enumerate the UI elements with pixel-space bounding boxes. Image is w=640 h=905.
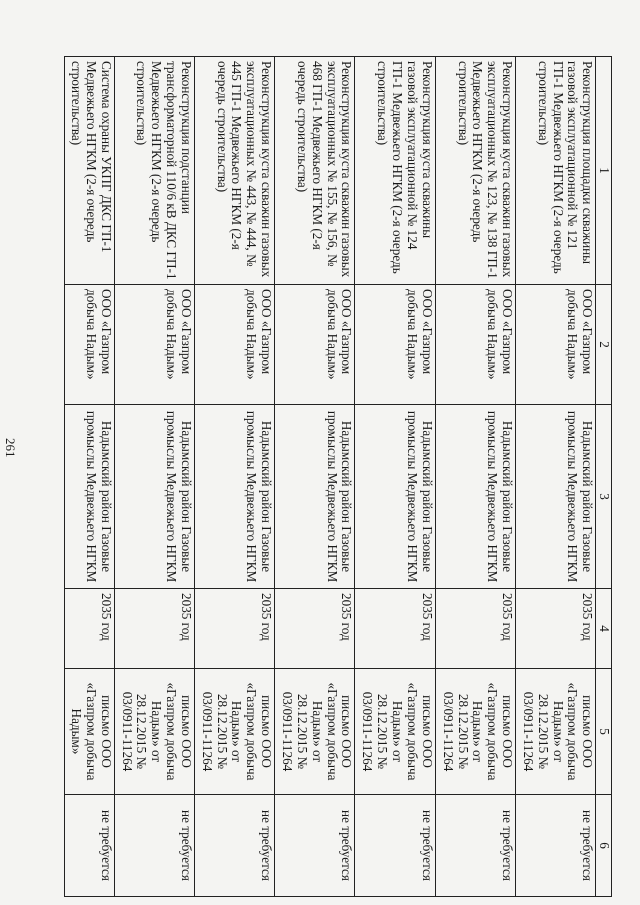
cell-basis: письмо ООО «Газпром добыча Надым» от 28.12.2015 № 03/0911-11264 <box>275 669 355 795</box>
cell-location: Надымский район Газовые промыслы Медвежьего НГКМ <box>114 405 194 589</box>
cell-basis: письмо ООО «Газпром добыча Надым» от 28.12.2015 № 03/0911-11264 <box>355 669 435 795</box>
cell-object-name: Реконструкция куста скважин газовых эксплуатационных № 443, № 444, № 445 ГП-1 Медвежьего НГКМ (2-я очередь строительства) <box>194 57 274 285</box>
cell-location: Надымский район Газовые промыслы Медвежьего НГКМ <box>435 405 515 589</box>
cell-basis: письмо ООО «Газпром добыча Надым» от 28.12.2015 № 03/0911-11264 <box>114 669 194 795</box>
cell-year: 2035 год <box>435 589 515 669</box>
table-row <box>194 57 274 897</box>
cell-year: 2035 год <box>65 589 115 669</box>
cell-year: 2035 год <box>194 589 274 669</box>
cell-note: не требуется <box>114 795 194 897</box>
header-row <box>596 57 612 897</box>
cell-customer: ООО «Газпром добыча Надым» <box>435 285 515 405</box>
cell-location: Надымский район Газовые промыслы Медвежьего НГКМ <box>515 405 595 589</box>
table-row <box>275 57 355 897</box>
cell-customer: ООО «Газпром добыча Надым» <box>114 285 194 405</box>
cell-customer: ООО «Газпром добыча Надым» <box>355 285 435 405</box>
table-row <box>515 57 595 897</box>
cell-year: 2035 год <box>515 589 595 669</box>
header-col-5: 5 <box>596 669 612 795</box>
cell-customer: ООО «Газпром добыча Надым» <box>65 285 115 405</box>
page-number: 261 <box>3 438 18 458</box>
cell-basis: письмо ООО «Газпром добыча Надым» от 28.12.2015 № 03/0911-11264 <box>435 669 515 795</box>
cell-object-name: Реконструкция площадки скважины газовой эксплуатационной № 121 ГП-1 Медвежьего НГКМ (2-я очередь строительства) <box>515 57 595 285</box>
header-col-6: 6 <box>596 795 612 897</box>
cell-note: не требуется <box>355 795 435 897</box>
rotated-table-wrapper <box>64 56 612 896</box>
cell-note: не требуется <box>275 795 355 897</box>
objects-table <box>64 56 612 897</box>
cell-location: Надымский район Газовые промыслы Медвежьего НГКМ <box>194 405 274 589</box>
header-col-4: 4 <box>596 589 612 669</box>
cell-location: Надымский район Газовые промыслы Медвежьего НГКМ <box>65 405 115 589</box>
cell-basis: письмо ООО «Газпром добыча Надым» от 28.12.2015 № 03/0911-11264 <box>194 669 274 795</box>
header-col-2: 2 <box>596 285 612 405</box>
cell-object-name: Реконструкция куста скважины газовой эксплуатационной № 124 ГП-1 Медвежьего НГКМ (2-я очередь строительства) <box>355 57 435 285</box>
table-body <box>65 57 596 897</box>
cell-location: Надымский район Газовые промыслы Медвежьего НГКМ <box>275 405 355 589</box>
cell-location: Надымский район Газовые промыслы Медвежьего НГКМ <box>355 405 435 589</box>
cell-customer: ООО «Газпром добыча Надым» <box>275 285 355 405</box>
header-col-3: 3 <box>596 405 612 589</box>
cell-note: не требуется <box>194 795 274 897</box>
cell-basis: письмо ООО «Газпром добыча Надым» <box>65 669 115 795</box>
table-row <box>65 57 115 897</box>
cell-object-name: Реконструкция куста скважин газовых эксплуатационных № 123, № 138 ГП-1 Медвежьего НГКМ (2-я очередь строительства) <box>435 57 515 285</box>
cell-object-name: Система охраны УКПГ ДКС ГП-1 Медвежьего НГКМ (2-я очередь строительства) <box>65 57 115 285</box>
cell-object-name: Реконструкция куста скважин газовых эксплуатационных № 155, № 156, № 468 ГП-1 Медвежьего НГКМ (2-я очередь строительства) <box>275 57 355 285</box>
table-row <box>435 57 515 897</box>
cell-note: не требуется <box>435 795 515 897</box>
header-col-1: 1 <box>596 57 612 285</box>
cell-customer: ООО «Газпром добыча Надым» <box>194 285 274 405</box>
cell-customer: ООО «Газпром добыча Надым» <box>515 285 595 405</box>
cell-basis: письмо ООО «Газпром добыча Надым» от 28.12.2015 № 03/0911-11264 <box>515 669 595 795</box>
cell-year: 2035 год <box>275 589 355 669</box>
cell-note: не требуется <box>65 795 115 897</box>
table-row <box>355 57 435 897</box>
cell-year: 2035 год <box>355 589 435 669</box>
table-header <box>596 57 612 897</box>
cell-note: не требуется <box>515 795 595 897</box>
cell-object-name: Реконструкция подстанции трансформаторной 110/6 кВ ДКС ГП-1 Медвежьего НГКМ (2-я очередь строительства) <box>114 57 194 285</box>
cell-year: 2035 год <box>114 589 194 669</box>
table-row <box>114 57 194 897</box>
